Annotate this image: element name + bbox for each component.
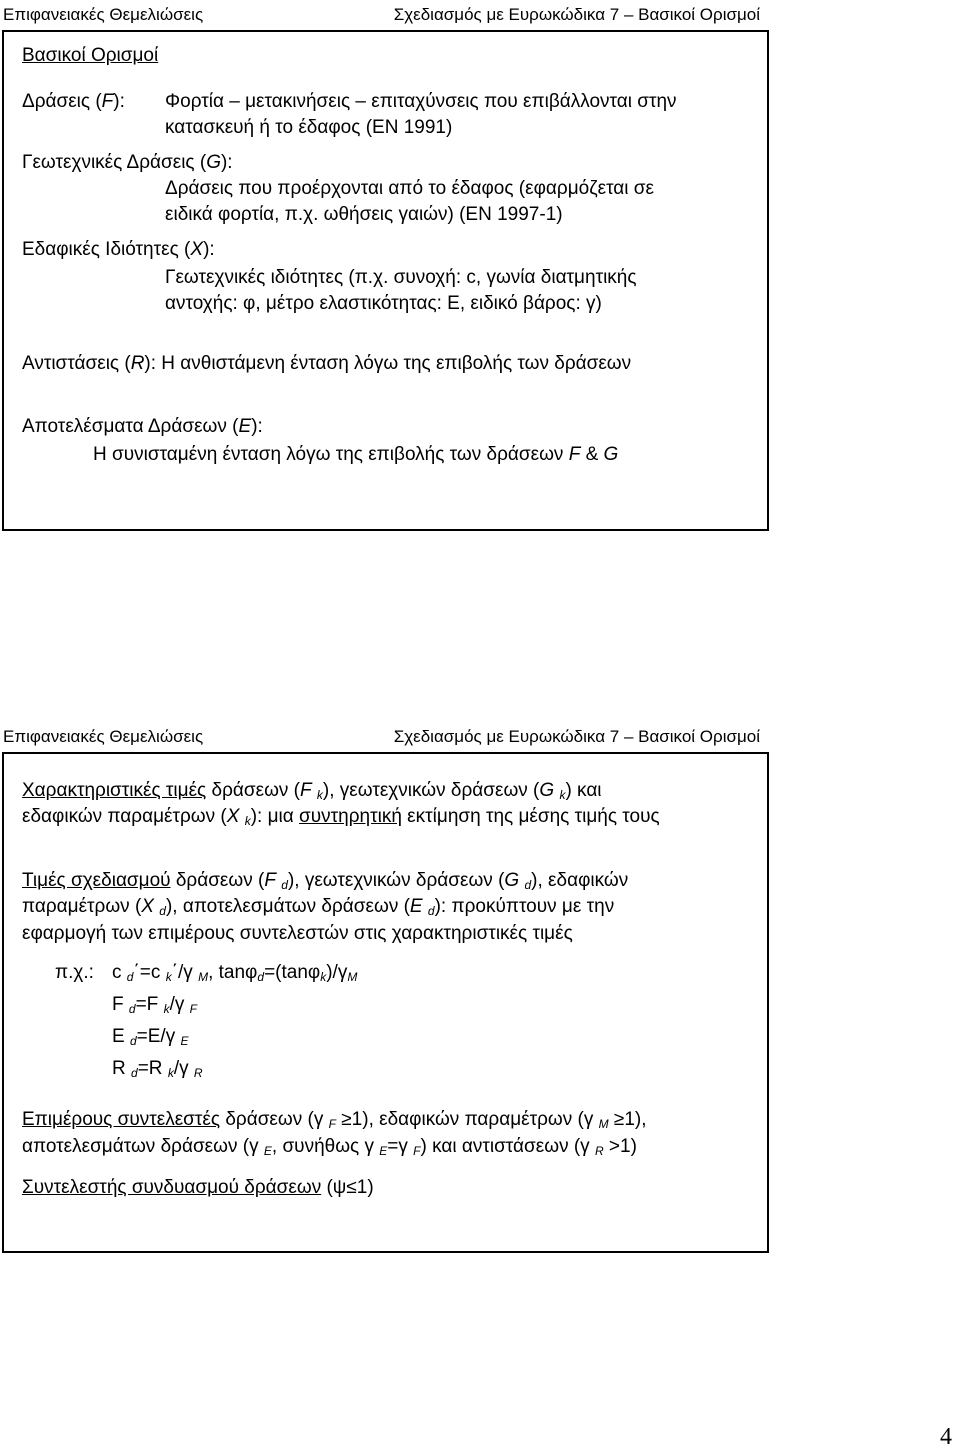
geotech-desc-line2: ειδικά φορτία, π.χ. ωθήσεις γαιών) (ΕΝ 1997-1)	[165, 204, 563, 225]
actions-label: Δράσεις (F):	[22, 91, 125, 112]
action-effects-label: Αποτελέσματα Δράσεων (E):	[22, 416, 263, 437]
design-values-line2: παραμέτρων (X $_d$), αποτελεσμάτων δράσεων (E $_d$): προκύπτουν με την	[22, 896, 615, 918]
formula-resistance: R $_d$=R $_k$/γ $_R$	[112, 1058, 203, 1080]
formula-cohesion-friction: c $_d$΄=c $_k$΄/γ $_M$, $\tan\varphi_d=(\tan\varphi_k)/\gamma_M$	[112, 962, 358, 984]
header-section-title: Σχεδιασμός με Ευρωκώδικα 7 – Βασικοί Ορισμοί	[393, 5, 760, 24]
page-number: 4	[940, 1424, 952, 1450]
header-section-title: Σχεδιασμός με Ευρωκώδικα 7 – Βασικοί Ορισμοί	[393, 727, 760, 746]
action-effects-desc: Η συνισταμένη ένταση λόγω της επιβολής των δράσεων F & G	[93, 444, 619, 465]
slide-1	[0, 0, 960, 540]
header-course-title: Επιφανειακές Θεμελιώσεις	[3, 5, 204, 24]
actions-desc-line2: κατασκευή ή το έδαφος (ΕΝ 1991)	[165, 117, 453, 138]
slide-title: Βασικοί Ορισμοί	[22, 45, 159, 66]
geotech-actions-label: Γεωτεχνικές Δράσεις (G):	[22, 152, 233, 173]
characteristic-values-line1: Χαρακτηριστικές τιμές δράσεων (F $_k$), γεωτεχνικών δράσεων (G $_k$) και	[22, 780, 602, 802]
geotech-desc-line1: Δράσεις που προέρχονται από το έδαφος (εφαρμόζεται σε	[165, 178, 654, 199]
combination-factor-line: Συντελεστής συνδυασμού δράσεων (ψ≤1)	[22, 1177, 374, 1198]
example-label: π.χ.:	[55, 962, 94, 983]
formula-actions: F $_d$=F $_k$/γ $_F$	[112, 994, 197, 1016]
soil-desc-line1: Γεωτεχνικές ιδιότητες (π.χ. συνοχή: c, γωνία διατμητικής	[165, 267, 637, 288]
partial-factors-line1: Επιμέρους συντελεστές δράσεων (γ $_F$ ≥1), εδαφικών παραμέτρων (γ $_M$ ≥1),	[22, 1109, 647, 1131]
slide-2	[0, 722, 960, 1262]
actions-desc-line1: Φορτία – μετακινήσεις – επιταχύνσεις που επιβάλλονται στην	[165, 91, 677, 112]
design-values-line1: Τιμές σχεδιασμού δράσεων (F $_d$), γεωτεχνικών δράσεων (G $_d$), εδαφικών	[22, 870, 629, 892]
soil-desc-line2: αντοχής: φ, μέτρο ελαστικότητας: Ε, ειδικό βάρος: γ)	[165, 293, 602, 314]
soil-properties-label: Εδαφικές Ιδιότητες (X):	[22, 239, 215, 260]
header-course-title: Επιφανειακές Θεμελιώσεις	[3, 727, 204, 746]
formula-effects: E $_d$=E/γ $_E$	[112, 1026, 189, 1048]
characteristic-values-line2: εδαφικών παραμέτρων (X $_k$): μια συντηρητική εκτίμηση της μέσης τιμής τους	[22, 806, 660, 828]
design-values-line3: εφαρμογή των επιμέρους συντελεστών στις χαρακτηριστικές τιμές	[22, 923, 573, 944]
partial-factors-line2: αποτελεσμάτων δράσεων (γ $_E$, συνήθως γ $_E$=γ $_F$) και αντιστάσεων (γ $_R$ >1)	[22, 1136, 637, 1158]
resistances-line: Αντιστάσεις (R): Η ανθιστάμενη ένταση λόγω της επιβολής των δράσεων	[22, 353, 632, 374]
